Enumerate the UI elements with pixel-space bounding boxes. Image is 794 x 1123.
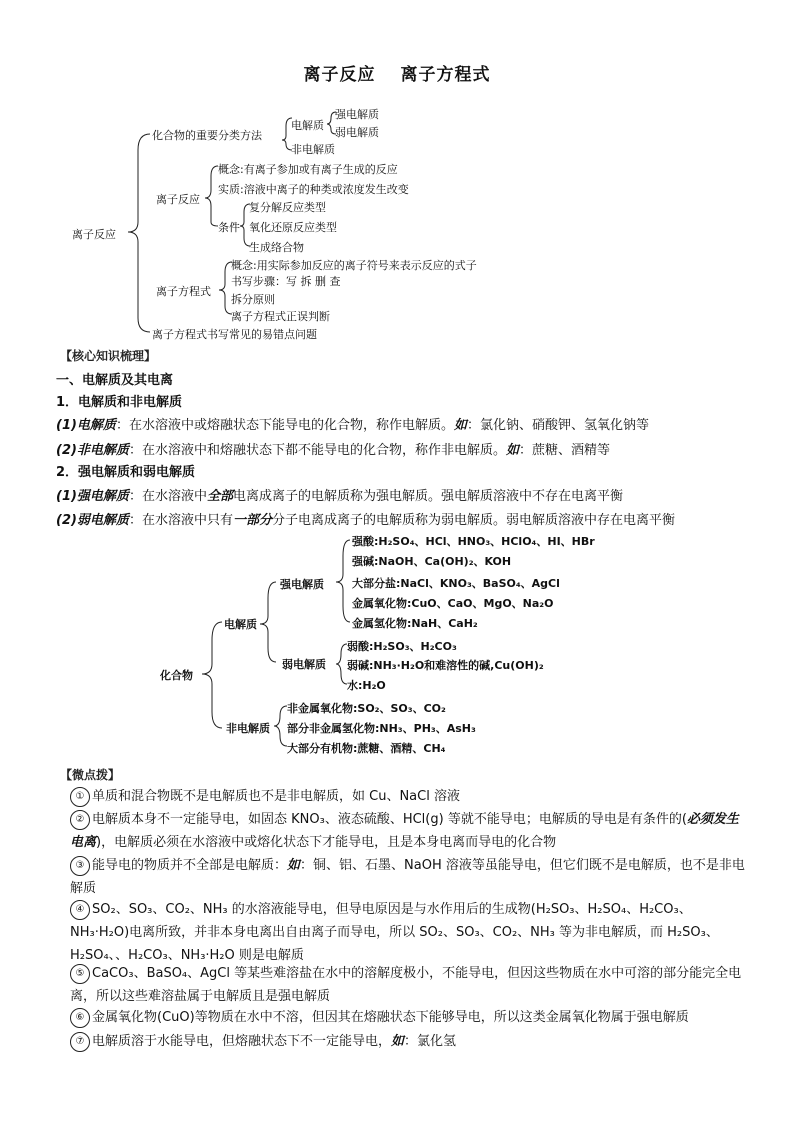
tree2-salts: 大部分盐:NaCl、KNO₃、BaSO₄、AgCl [352, 577, 560, 590]
tree1-cond-double-decomposition: 复分解反应类型 [249, 201, 326, 214]
tree1-eq-steps: 书写步骤：写 拆 删 查 [231, 275, 341, 288]
tree2-nonmetal-oxides: 非金属氧化物:SO₂、SO₃、CO₂ [287, 702, 446, 715]
tree1-eq-concept: 概念:用实际参加反应的离子符号来表示反应的式子 [231, 259, 477, 272]
tree1-ionic-reaction: 离子反应 [156, 193, 200, 206]
tree2-root: 化合物 [160, 669, 193, 682]
definition-strong-electrolyte: (1)强电解质：在水溶液中全部电离成离子的电解质称为强电解质。强电解质溶液中不存在电离平衡 [56, 489, 623, 504]
tree1-weak-electrolyte: 弱电解质 [335, 126, 379, 139]
definition-electrolyte: (1)电解质：在水溶液中或熔融状态下能导电的化合物，称作电解质。如：氯化钠、硝酸钾、氢氧化钠等 [56, 418, 649, 433]
tree1-ionic-equation: 离子方程式 [156, 285, 211, 298]
tip-4: ④ SO₂、SO₃、CO₂、NH₃ 的水溶液能导电，但导电原因是与水作用后的生成物(H₂SO₃、H₂SO₄、H₂CO₃、NH₃·H₂O)电离所致，并非本身电离出自由离子而导电，所以 SO₂、SO₃、CO₂、NH₃ 等为非电解质，而 H₂SO₃、H₂SO₄、、H₂CO₃、NH₃·H₂O 则是电解质 [70, 902, 719, 963]
tree1-non-electrolyte: 非电解质 [291, 143, 335, 156]
tip-3: ③ 能导电的物质并不全部是电解质：如：铜、铝、石墨、NaOH 溶液等虽能导电，但它们既不是电解质，也不是非电解质 [70, 858, 745, 896]
tree1-cond-redox: 氧化还原反应类型 [249, 221, 337, 234]
core-heading: 【核心知识梳理】 [60, 349, 157, 363]
tree1-concept: 概念:有离子参加或有离子生成的反应 [218, 163, 398, 176]
tree1-essence: 实质:溶液中离子的种类或浓度发生改变 [218, 183, 409, 196]
tip-7: ⑦ 电解质溶于水能导电，但熔融状态下不一定能导电，如：氯化氢 [70, 1030, 750, 1053]
tree2-metal-oxides: 金属氧化物:CuO、CaO、MgO、Na₂O [352, 597, 554, 610]
tip-2: ② 电解质本身不一定能导电，如固态 KNO₃、液态硫酸、HCl(g) 等就不能导电；电解质的导电是有条件的(必须发生电离)，电解质必须在水溶液中或熔化状态下才能导电，且是本身电离而导电的化合物 [70, 812, 739, 850]
tree2-strong-base: 强碱:NaOH、Ca(OH)₂、KOH [352, 555, 512, 568]
tip-6: ⑥ 金属氧化物(CuO)等物质在水中不溶，但因其在熔融状态下能够导电，所以这类金属氧化物属于强电解质 [70, 1006, 750, 1029]
tree2-weak-base: 弱碱:NH₃·H₂O和难溶性的碱,Cu(OH)₂ [347, 659, 544, 672]
tree2-metal-hydrides: 金属氢化物:NaH、CaH₂ [352, 617, 478, 630]
tip-5: ⑤ CaCO₃、BaSO₄、AgCl 等某些难溶盐在水中的溶解度极小，不能导电，但因这些物质在水中可溶的部分能完全电离，所以这些难溶盐属于电解质且是强电解质 [70, 966, 742, 1004]
tree2-non-electrolyte: 非电解质 [226, 722, 270, 735]
page-title: 离子反应 离子方程式 [303, 65, 491, 85]
tree1-condition: 条件 [218, 221, 240, 234]
tip-1: ① 单质和混合物既不是电解质也不是非电解质，如 Cu、NaCl 溶液 [70, 785, 750, 808]
tree2-weak-acid: 弱酸:H₂SO₃、H₂CO₃ [347, 640, 457, 653]
tree1-eq-judge: 离子方程式正误判断 [231, 310, 330, 323]
tree1-eq-split-rule: 拆分原则 [231, 293, 275, 306]
tree1-cond-complex: 生成络合物 [249, 241, 304, 254]
tips-heading: 【微点拨】 [60, 768, 121, 782]
subsection-heading-1: 1．电解质和非电解质 [56, 395, 183, 410]
definition-weak-electrolyte: (2)弱电解质：在水溶液中只有一部分分子电离成离子的电解质称为弱电解质。弱电解质溶液中存在电离平衡 [56, 513, 675, 528]
tree2-nonmetal-hydrides: 部分非金属氢化物:NH₃、PH₃、AsH₃ [287, 722, 476, 735]
definition-non-electrolyte: (2)非电解质：在水溶液中和熔融状态下都不能导电的化合物，称作非电解质。如：蔗糖、酒精等 [56, 443, 610, 458]
tree2-strong-acid: 强酸:H₂SO₄、HCl、HNO₃、HClO₄、HI、HBr [352, 535, 595, 548]
tree1-common-errors: 离子方程式书写常见的易错点问题 [152, 328, 317, 341]
tree1-strong-electrolyte: 强电解质 [335, 108, 379, 121]
tree1-root: 离子反应 [72, 228, 116, 241]
tree2-electrolyte: 电解质 [224, 618, 257, 631]
subsection-heading-2: 2．强电解质和弱电解质 [56, 465, 196, 480]
tree2-strong: 强电解质 [280, 578, 324, 591]
tree2-weak: 弱电解质 [282, 658, 326, 671]
tree1-classification: 化合物的重要分类方法 [152, 129, 262, 142]
tree2-water: 水:H₂O [347, 679, 386, 692]
tree1-electrolyte: 电解质 [291, 119, 324, 132]
section-heading-1: 一、电解质及其电离 [56, 373, 174, 388]
tree2-organics: 大部分有机物:蔗糖、酒精、CH₄ [287, 742, 446, 755]
